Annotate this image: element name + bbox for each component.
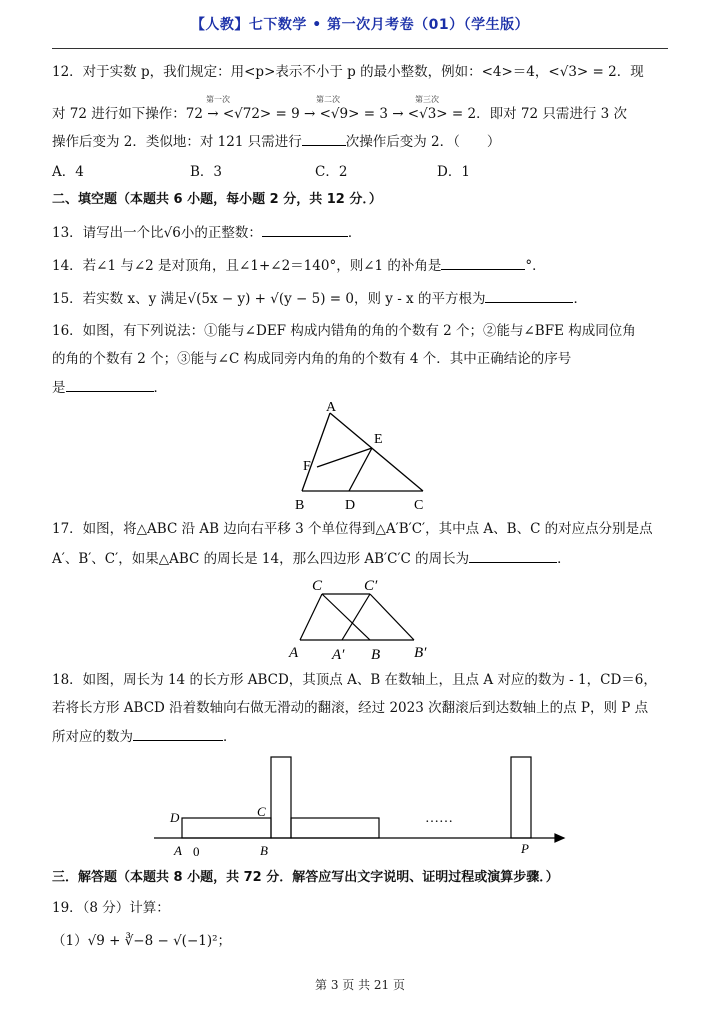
q17-label-b: B <box>371 647 381 663</box>
q16-label-c: C <box>414 498 424 513</box>
q13-text: 13．请写出一个比√6小的正整数： <box>52 225 262 241</box>
q12-line3-end: 次操作后变为 2．（ ） <box>345 134 501 150</box>
q17-label-b-prime: B′ <box>414 645 427 661</box>
q16-label-f: F <box>303 459 311 474</box>
q17-line2 <box>52 548 668 569</box>
q16-line2: 的角的个数有 2 个；③能与∠C 构成同旁内角的角的个数有 4 个．其中正确结论的序号 <box>52 351 572 367</box>
q13-answer-blank[interactable] <box>262 222 348 237</box>
q18-label-a: A <box>174 843 182 858</box>
q16-label-d: D <box>345 498 356 513</box>
q15-answer-blank[interactable] <box>485 288 573 303</box>
q16-answer-blank[interactable] <box>66 377 154 392</box>
q15-text: 15．若实数 x、y 满足√(5x − y) + √(y − 5) = 0，则 y - x 的平方根为 <box>52 291 486 307</box>
q16-line3-text: 是 <box>52 380 66 396</box>
section3-title: 三．解答题（本题共 8 小题，共 72 分．解答应写出文字说明、证明过程或演算步骤．） <box>52 870 559 885</box>
q14-line <box>52 255 668 276</box>
q12-option-d[interactable]: D．1 <box>437 164 470 180</box>
q17-label-a: A <box>289 645 299 661</box>
q18-line2: 若将长方形 ABCD 沿着数轴向右做无滑动的翻滚，经过 2023 次翻滚后到达数轴上的点 P，则 P 点 <box>52 700 649 716</box>
q13-line <box>52 222 668 243</box>
q18-label-p: P <box>521 841 529 856</box>
section2-title: 二、填空题（本题共 6 小题，每小题 2 分，共 12 分．） <box>52 192 382 207</box>
q18-label-d: D <box>170 810 180 825</box>
q16-line3 <box>52 377 668 398</box>
q17-translation-figure <box>284 572 436 664</box>
q18-answer-blank[interactable] <box>133 726 223 741</box>
q12-option-a[interactable]: A．4 <box>52 164 84 180</box>
q18-label-b: B <box>260 843 268 858</box>
q12-step2-label: 第二次 <box>316 95 340 104</box>
q12-line3 <box>52 131 668 152</box>
header-divider <box>52 48 668 49</box>
q16-triangle-figure <box>290 398 440 516</box>
q15-line <box>52 288 668 309</box>
q17-answer-blank[interactable] <box>469 548 557 563</box>
q14-text: 14．若∠1 与∠2 是对顶角，且∠1+∠2＝140°，则∠1 的补角是 <box>52 258 442 274</box>
page-footer: 第 3 页 共 21 页 <box>315 978 405 992</box>
q17-label-c: C <box>312 578 323 594</box>
q17-line2-text: A′、B′、C′，如果△ABC 的周长是 14，那么四边形 AB′C′C 的周长为 <box>52 551 470 567</box>
q12-line2: 对 72 进行如下操作：72 → <√72> = 9 → <√9> = 3 → <√3> = 2．即对 72 只需进行 3 次 <box>52 106 628 122</box>
q12-line3-text: 操作后变为 2．类似地：对 121 只需进行 <box>52 134 302 150</box>
q12-step3-label: 第三次 <box>415 95 439 104</box>
q16-line1: 16．如图，有下列说法：①能与∠DEF 构成内错角的角的个数有 2 个；②能与∠BFE 构成同位角 <box>52 323 636 339</box>
q16-end: ． <box>153 380 167 396</box>
q18-rolling-rectangle-figure <box>150 752 574 864</box>
q18-line1: 18．如图，周长为 14 的长方形 ABCD，其顶点 A、B 在数轴上，且点 A 对应的数为 - 1，CD＝6， <box>52 672 657 688</box>
q12-line1: 12．对于实数 p，我们规定：用<p>表示不小于 p 的最小整数，例如：<4>＝4，<√3> = 2．现 <box>52 64 644 80</box>
q14-end: °． <box>525 258 546 274</box>
q13-end: ． <box>347 225 362 241</box>
q18-end: ． <box>223 729 237 745</box>
q18-line3-text: 所对应的数为 <box>52 729 133 745</box>
q17-end: ． <box>557 551 571 567</box>
q17-line1: 17．如图，将△ABC 沿 AB 边向右平移 3 个单位得到△A′B′C′，其中点 A、B、C 的对应点分别是点 <box>52 521 653 537</box>
q17-label-c-prime: C′ <box>364 578 378 594</box>
q19-part1: （1）√9 + ∛−8 − √(−1)²； <box>52 933 232 949</box>
q14-answer-blank[interactable] <box>441 255 525 270</box>
q18-label-zero: 0 <box>193 844 200 859</box>
q18-ellipsis: …… <box>425 811 453 826</box>
q16-label-b: B <box>295 498 305 513</box>
q12-option-c[interactable]: C．2 <box>315 164 348 180</box>
q19-line1: 19．（8 分）计算： <box>52 900 170 916</box>
q12-option-b[interactable]: B．3 <box>190 164 223 180</box>
q17-label-a-prime: A′ <box>332 647 345 663</box>
q18-label-c: C <box>257 804 266 819</box>
q15-end: ． <box>573 291 587 307</box>
q16-label-e: E <box>374 432 383 447</box>
page-header-title: 【人教】七下数学 • 第一次月考卷（01）（学生版） <box>190 17 530 33</box>
q18-line3 <box>52 726 668 747</box>
q12-step1-label: 第一次 <box>206 95 230 104</box>
q16-label-a: A <box>326 400 337 415</box>
q12-answer-blank[interactable] <box>302 131 346 146</box>
